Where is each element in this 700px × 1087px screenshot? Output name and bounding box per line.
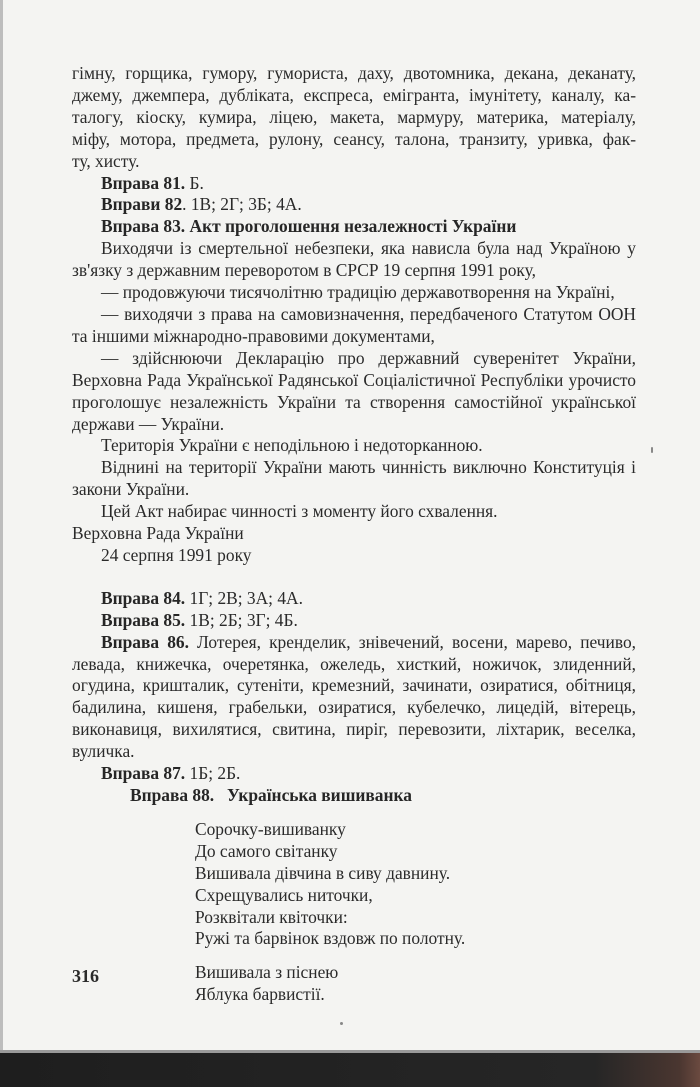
- poem-line: Розквітали квіточки:: [195, 906, 348, 927]
- exercise-87: [72, 763, 636, 785]
- spacer: [72, 567, 636, 588]
- exercise-label: Вправа 84.: [101, 587, 186, 608]
- exercise-answer: Лотерея, кренделик, знівечений, восени, марево, печиво, левада, книжечка, очеретянка, ожеледь, хисткий, ножичок, злиденний, огудина, кришталик, сутеніти, кремезний, зачинати, озиратися, обітниця, бадилина, кишеня, грабельки, озиратися, кубелечко, лицедій, вітерець, виконавиця, вихилятися, свитина, пиріг, перевозити, ліхтарик, веселка, вуличка.: [72, 631, 636, 762]
- poem-line: Схрещувались ниточки,: [195, 884, 373, 905]
- text-line: гімну, горщика, гумору, гумориста, даху, двотомника, декана, деканату,: [72, 63, 636, 83]
- poem-title: Українська вишиванка: [227, 785, 412, 805]
- exercise-answer: . 1В; 2Г; 3Б; 4А.: [182, 194, 302, 215]
- poem-stanza: [195, 819, 636, 950]
- poem-line: Ружі та барвінок вздовж по полотну.: [195, 928, 466, 949]
- exercise-86: [72, 632, 636, 763]
- exercise-answer: 1В; 2Б; 3Г; 4Б.: [185, 609, 298, 630]
- text-line: талогу, кіоску, кумира, ліцею, макета, мармуру, материка, матеріалу,: [72, 106, 636, 127]
- exercise-answer: Б.: [185, 172, 204, 193]
- act-paragraph: — виходячи з права на самовизначення, передбаченого Статутом ООН та іншими міжнародно-правовими документами,: [72, 303, 636, 346]
- act-paragraph: Виходячи із смертельної небезпеки, яка нависла була над Україною у зв'язку з державним переворотом в СРСР 19 серпня 1991 року,: [72, 238, 636, 281]
- exercise-81: [72, 173, 636, 195]
- poem-line: Вишивала дівчина в сиву давнину.: [195, 862, 451, 883]
- document-page: [72, 63, 636, 1006]
- poem-line: Сорочку-вишиванку: [195, 818, 346, 839]
- exercise-82: [72, 194, 636, 216]
- exercise-label: Вправа 83.: [101, 216, 186, 237]
- act-signature: Верховна Рада України: [72, 523, 244, 544]
- exercise-title: Акт проголошення незалежності України: [185, 216, 517, 237]
- exercise-88-heading: [72, 785, 636, 807]
- spacer: [72, 807, 636, 819]
- act-paragraph: Територія України є неподільною і недоторканною.: [101, 435, 483, 456]
- exercise-label: Вправи 82: [101, 194, 183, 215]
- exercise-answer: 1Б; 2Б.: [185, 763, 241, 784]
- poem-line: Вишивала з піснею: [195, 962, 339, 983]
- act-paragraph: — продовжуючи тисячолітню традицію державотворення на Україні,: [101, 282, 615, 303]
- exercise-label: Вправа 85.: [101, 609, 186, 630]
- exercise-84: [72, 588, 636, 610]
- exercise-label: Вправа 88.: [130, 785, 215, 805]
- poem-line: Яблука барвистії.: [195, 984, 325, 1005]
- exercise-83-heading: [72, 216, 636, 238]
- exercise-label: Вправа 81.: [101, 172, 186, 193]
- scan-speck: [651, 447, 653, 453]
- exercise-label: Вправа 86.: [101, 631, 189, 652]
- spacer: [195, 950, 636, 962]
- exercise-85: [72, 610, 636, 632]
- exercise-answer: 1Г; 2В; 3А; 4А.: [185, 587, 303, 608]
- act-paragraph: Віднині на території України мають чинність виключно Конституція і закони України.: [72, 457, 636, 500]
- text-line: ту, хисту.: [72, 150, 140, 171]
- page-left-edge: [0, 0, 3, 1050]
- act-paragraph: — здійснюючи Декларацію про державний суверенітет України, Верховна Рада Української Радянської Соціалістичної Республіки урочисто проголошує незалежність України та створення самостійної української держави — України.: [72, 347, 636, 434]
- poem: [195, 819, 636, 1006]
- scan-speck: [340, 1022, 343, 1025]
- poem-stanza: [195, 962, 636, 1006]
- text-line: міфу, мотора, предмета, рулону, сеансу, талона, транзиту, уривка, фак-: [72, 128, 636, 149]
- exercise-label: Вправа 87.: [101, 763, 186, 784]
- text-line: джему, джемпера, дубліката, експреса, емігранта, імунітету, каналу, ка-: [72, 84, 636, 105]
- act-date: 24 серпня 1991 року: [101, 544, 252, 565]
- page-number: 316: [72, 966, 99, 986]
- act-paragraph: Цей Акт набирає чинності з моменту його схвалення.: [101, 501, 498, 522]
- poem-line: До самого світанку: [195, 840, 338, 861]
- scan-bottom-border: [0, 1053, 700, 1087]
